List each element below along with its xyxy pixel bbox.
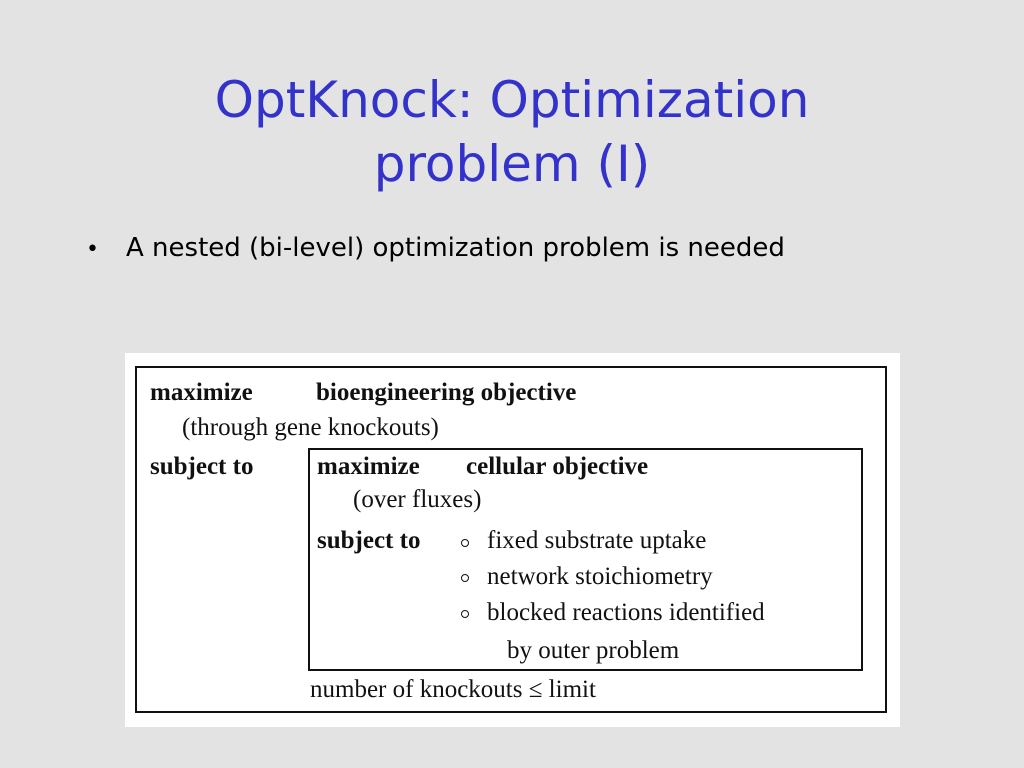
outer-objective: bioengineering objective [316,379,577,406]
slide-title-line-2: problem (I) [373,135,651,193]
circle-bullet-icon [461,574,469,582]
circle-bullet-icon [461,610,469,618]
outer-maximize-label: maximize [150,379,253,406]
optknock-formulation-figure [125,353,900,727]
bullet-text: A nested (bi-level) optimization problem is needed [126,233,785,263]
bullet-list [86,228,785,270]
inner-constraint-2: network stoichiometry [487,563,713,590]
outer-objective-note: (through gene knockouts) [182,414,439,441]
inner-maximize-label: maximize [317,453,420,480]
inner-objective-note: (over fluxes) [353,486,482,513]
slide-title [0,68,1024,196]
inner-subject-to-label: subject to [317,527,421,554]
bullet-dot-icon: • [86,237,99,262]
outer-constraint: number of knockouts ≤ limit [310,676,596,703]
inner-objective: cellular objective [466,453,649,480]
bullet-item [86,228,785,270]
circle-bullet-icon [461,539,469,547]
inner-constraint-3: blocked reactions identified [487,599,765,626]
inner-constraint-3-continued: by outer problem [507,637,680,664]
outer-subject-to-label: subject to [150,453,254,480]
inner-constraint-1: fixed substrate uptake [487,527,707,554]
slide-title-line-1: OptKnock: Optimization [214,71,810,129]
